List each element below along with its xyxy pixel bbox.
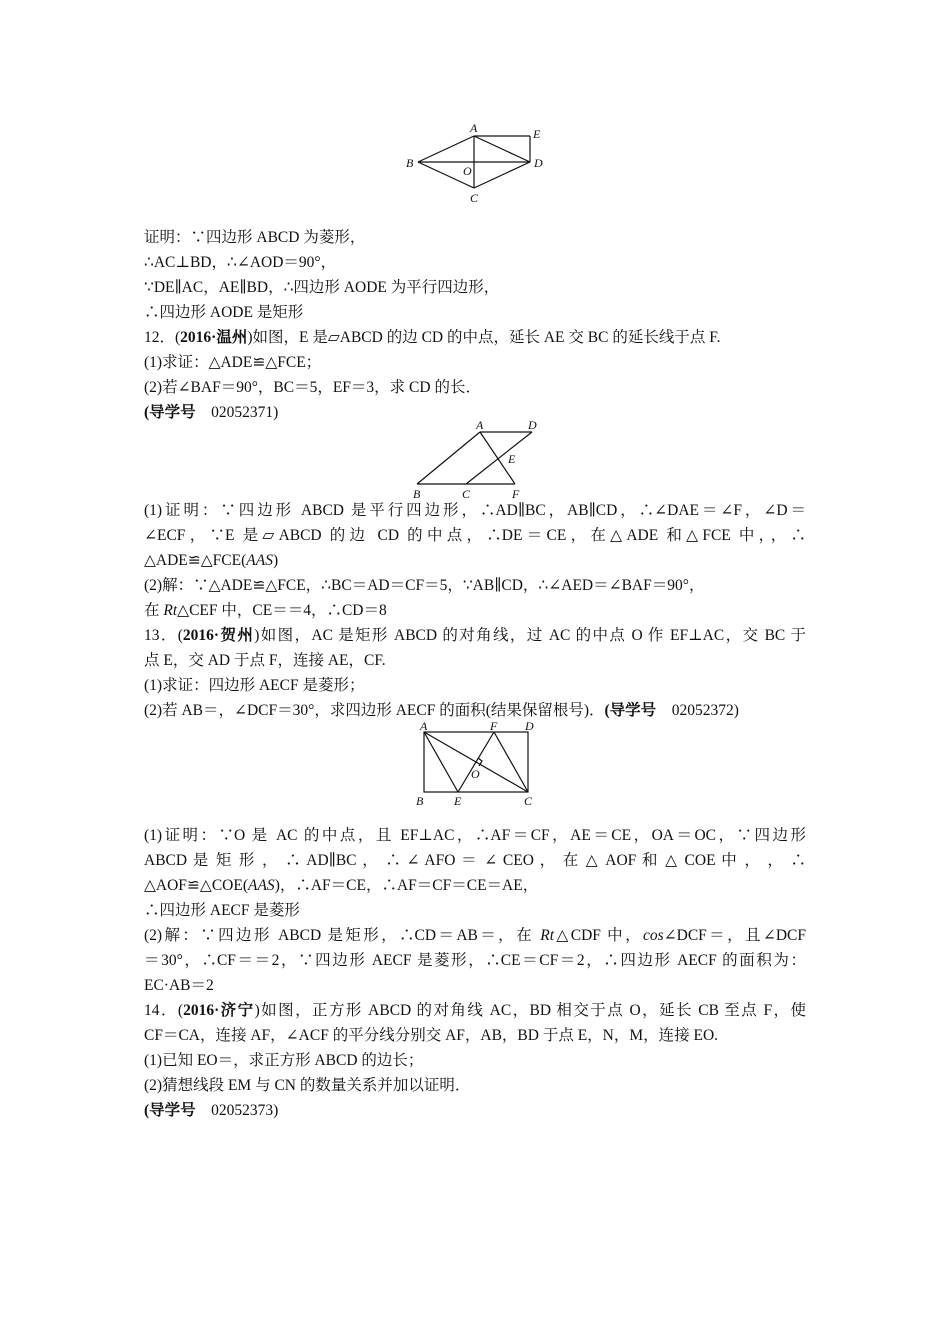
q14-guide: (导学号 02052373) <box>144 1102 279 1119</box>
q13-part2: (2)若 AB＝，∠DCF＝30°，求四边形 AECF 的面积(结果保留根号)．(导学号 02052372) <box>144 702 739 719</box>
q12-source: 2016·温州 <box>180 329 248 346</box>
q12-part2: (2)若∠BAF＝90°，BC＝5，EF＝3，求 CD 的长． <box>144 379 481 396</box>
label-A: A <box>420 719 428 733</box>
question-14 <box>144 998 806 1123</box>
label-C: C <box>470 191 479 205</box>
a12-line-2: ∠ECF，∵E 是▱ABCD 的边 CD 的中点，∴DE＝CE，在△ADE 和△FCE 中，，∴ <box>144 527 806 544</box>
label-E: E <box>508 452 516 466</box>
proof-line-2: ∴AC⊥BD，∴∠AOD＝90°， <box>144 254 337 271</box>
a12-line-3: △ADE≌△FCE(AAS) <box>144 552 279 569</box>
a12-line-1: (1)证明：∵四边形 ABCD 是平行四边形，∴AD∥BC，AB∥CD，∴∠DAE＝∠F，∠D＝ <box>144 502 806 519</box>
a12-line-4: (2)解：∵△ADE≌△FCE，∴BC＝AD＝CF＝5，∵AB∥CD，∴∠AED＝∠BAF＝90°， <box>144 577 705 594</box>
q14-source: 2016·济宁 <box>183 1002 255 1019</box>
a13-line-6: ＝30°，∴CF＝＝2，∵四边形 AECF 是菱形，∴CE＝CF＝2，∴四边形 AECF 的面积为： <box>144 952 806 969</box>
a13-line-7: EC·AB＝2 <box>144 977 214 994</box>
a13-line-2: ABCD 是 矩 形 ， ∴ AD∥BC ， ∴ ∠ AFO ＝ ∠ CEO ， 在 △ AOF 和 △ COE 中 ， ， ∴ <box>144 852 806 869</box>
figure-rectangle-svg <box>410 718 550 810</box>
proof-block-1 <box>144 225 806 325</box>
label-C: C <box>524 794 533 808</box>
a13-line-5: (2)解：∵四边形 ABCD 是矩形，∴CD＝AB＝，在 Rt△CDF 中，cos∠DCF＝，且∠DCF <box>144 927 807 944</box>
label-B: B <box>416 794 424 808</box>
label-B: B <box>413 487 421 501</box>
label-F: F <box>490 719 498 733</box>
a12-line-5: 在 Rt△CEF 中，CE＝＝4，∴CD＝8 <box>144 602 387 619</box>
figure-rhombus-svg <box>400 120 560 210</box>
question-13 <box>144 623 806 723</box>
q14-stem-1: 14．(2016·济宁)如图，正方形 ABCD 的对角线 AC，BD 相交于点 O，延长 CB 至点 F，使 <box>144 1002 807 1019</box>
label-O: O <box>471 767 480 781</box>
figure-rectangle <box>410 718 550 810</box>
q14-stem-2: CF＝CA，连接 AF，∠ACF 的平分线分别交 AF，AB，BD 于点 E，N，M，连接 EO. <box>144 1027 719 1044</box>
figure-parallelogram <box>405 418 555 502</box>
a13-line-1: (1)证明：∵O 是 AC 的中点，且 EF⊥AC，∴AF＝CF，AE＝CE，OA＝OC，∵四边形 <box>144 827 806 844</box>
proof-line-3: ∵DE∥AC，AE∥BD，∴四边形 AODE 为平行四边形， <box>144 279 500 296</box>
figure-parallelogram-svg <box>405 418 555 502</box>
label-A: A <box>470 121 478 135</box>
label-E: E <box>533 127 541 141</box>
label-B: B <box>406 156 414 170</box>
label-D: D <box>525 719 534 733</box>
answer-12 <box>144 498 806 623</box>
label-C: C <box>462 487 471 501</box>
label-F: F <box>512 487 520 501</box>
question-12 <box>144 325 806 425</box>
proof-line-4: ∴四边形 AODE 是矩形 <box>144 304 304 321</box>
q12-guide: (导学号 02052371) <box>144 404 279 421</box>
proof-line-1: 证明：∵四边形 ABCD 为菱形， <box>144 229 366 246</box>
q13-part1: (1)求证：四边形 AECF 是菱形； <box>144 677 365 694</box>
label-D: D <box>528 418 537 432</box>
q12-part1: (1)求证：△ADE≌△FCE； <box>144 354 322 371</box>
a13-line-4: ∴四边形 AECF 是菱形 <box>144 902 300 919</box>
label-O: O <box>463 164 472 178</box>
q13-source: 2016·贺州 <box>182 627 255 644</box>
answer-13 <box>144 823 806 998</box>
label-A: A <box>476 418 484 432</box>
q13-stem-2: 点 E，交 AD 于点 F，连接 AE，CF. <box>144 652 386 669</box>
a13-line-3: △AOF≌△COE(AAS)，∴AF＝CE，∴AF＝CF＝CE＝AE， <box>144 877 539 894</box>
label-D: D <box>534 156 543 170</box>
q14-part2: (2)猜想线段 EM 与 CN 的数量关系并加以证明． <box>144 1077 471 1094</box>
figure-rhombus <box>400 120 560 210</box>
q13-stem-1: 13．(2016·贺州)如图，AC 是矩形 ABCD 的对角线，过 AC 的中点 O 作 EF⊥AC，交 BC 于 <box>144 627 807 644</box>
q14-part1: (1)已知 EO＝，求正方形 ABCD 的边长； <box>144 1052 424 1069</box>
q12-stem: 12．(2016·温州)如图，E 是▱ABCD 的边 CD 的中点，延长 AE 交 BC 的延长线于点 F. <box>144 329 721 346</box>
label-E: E <box>454 794 462 808</box>
